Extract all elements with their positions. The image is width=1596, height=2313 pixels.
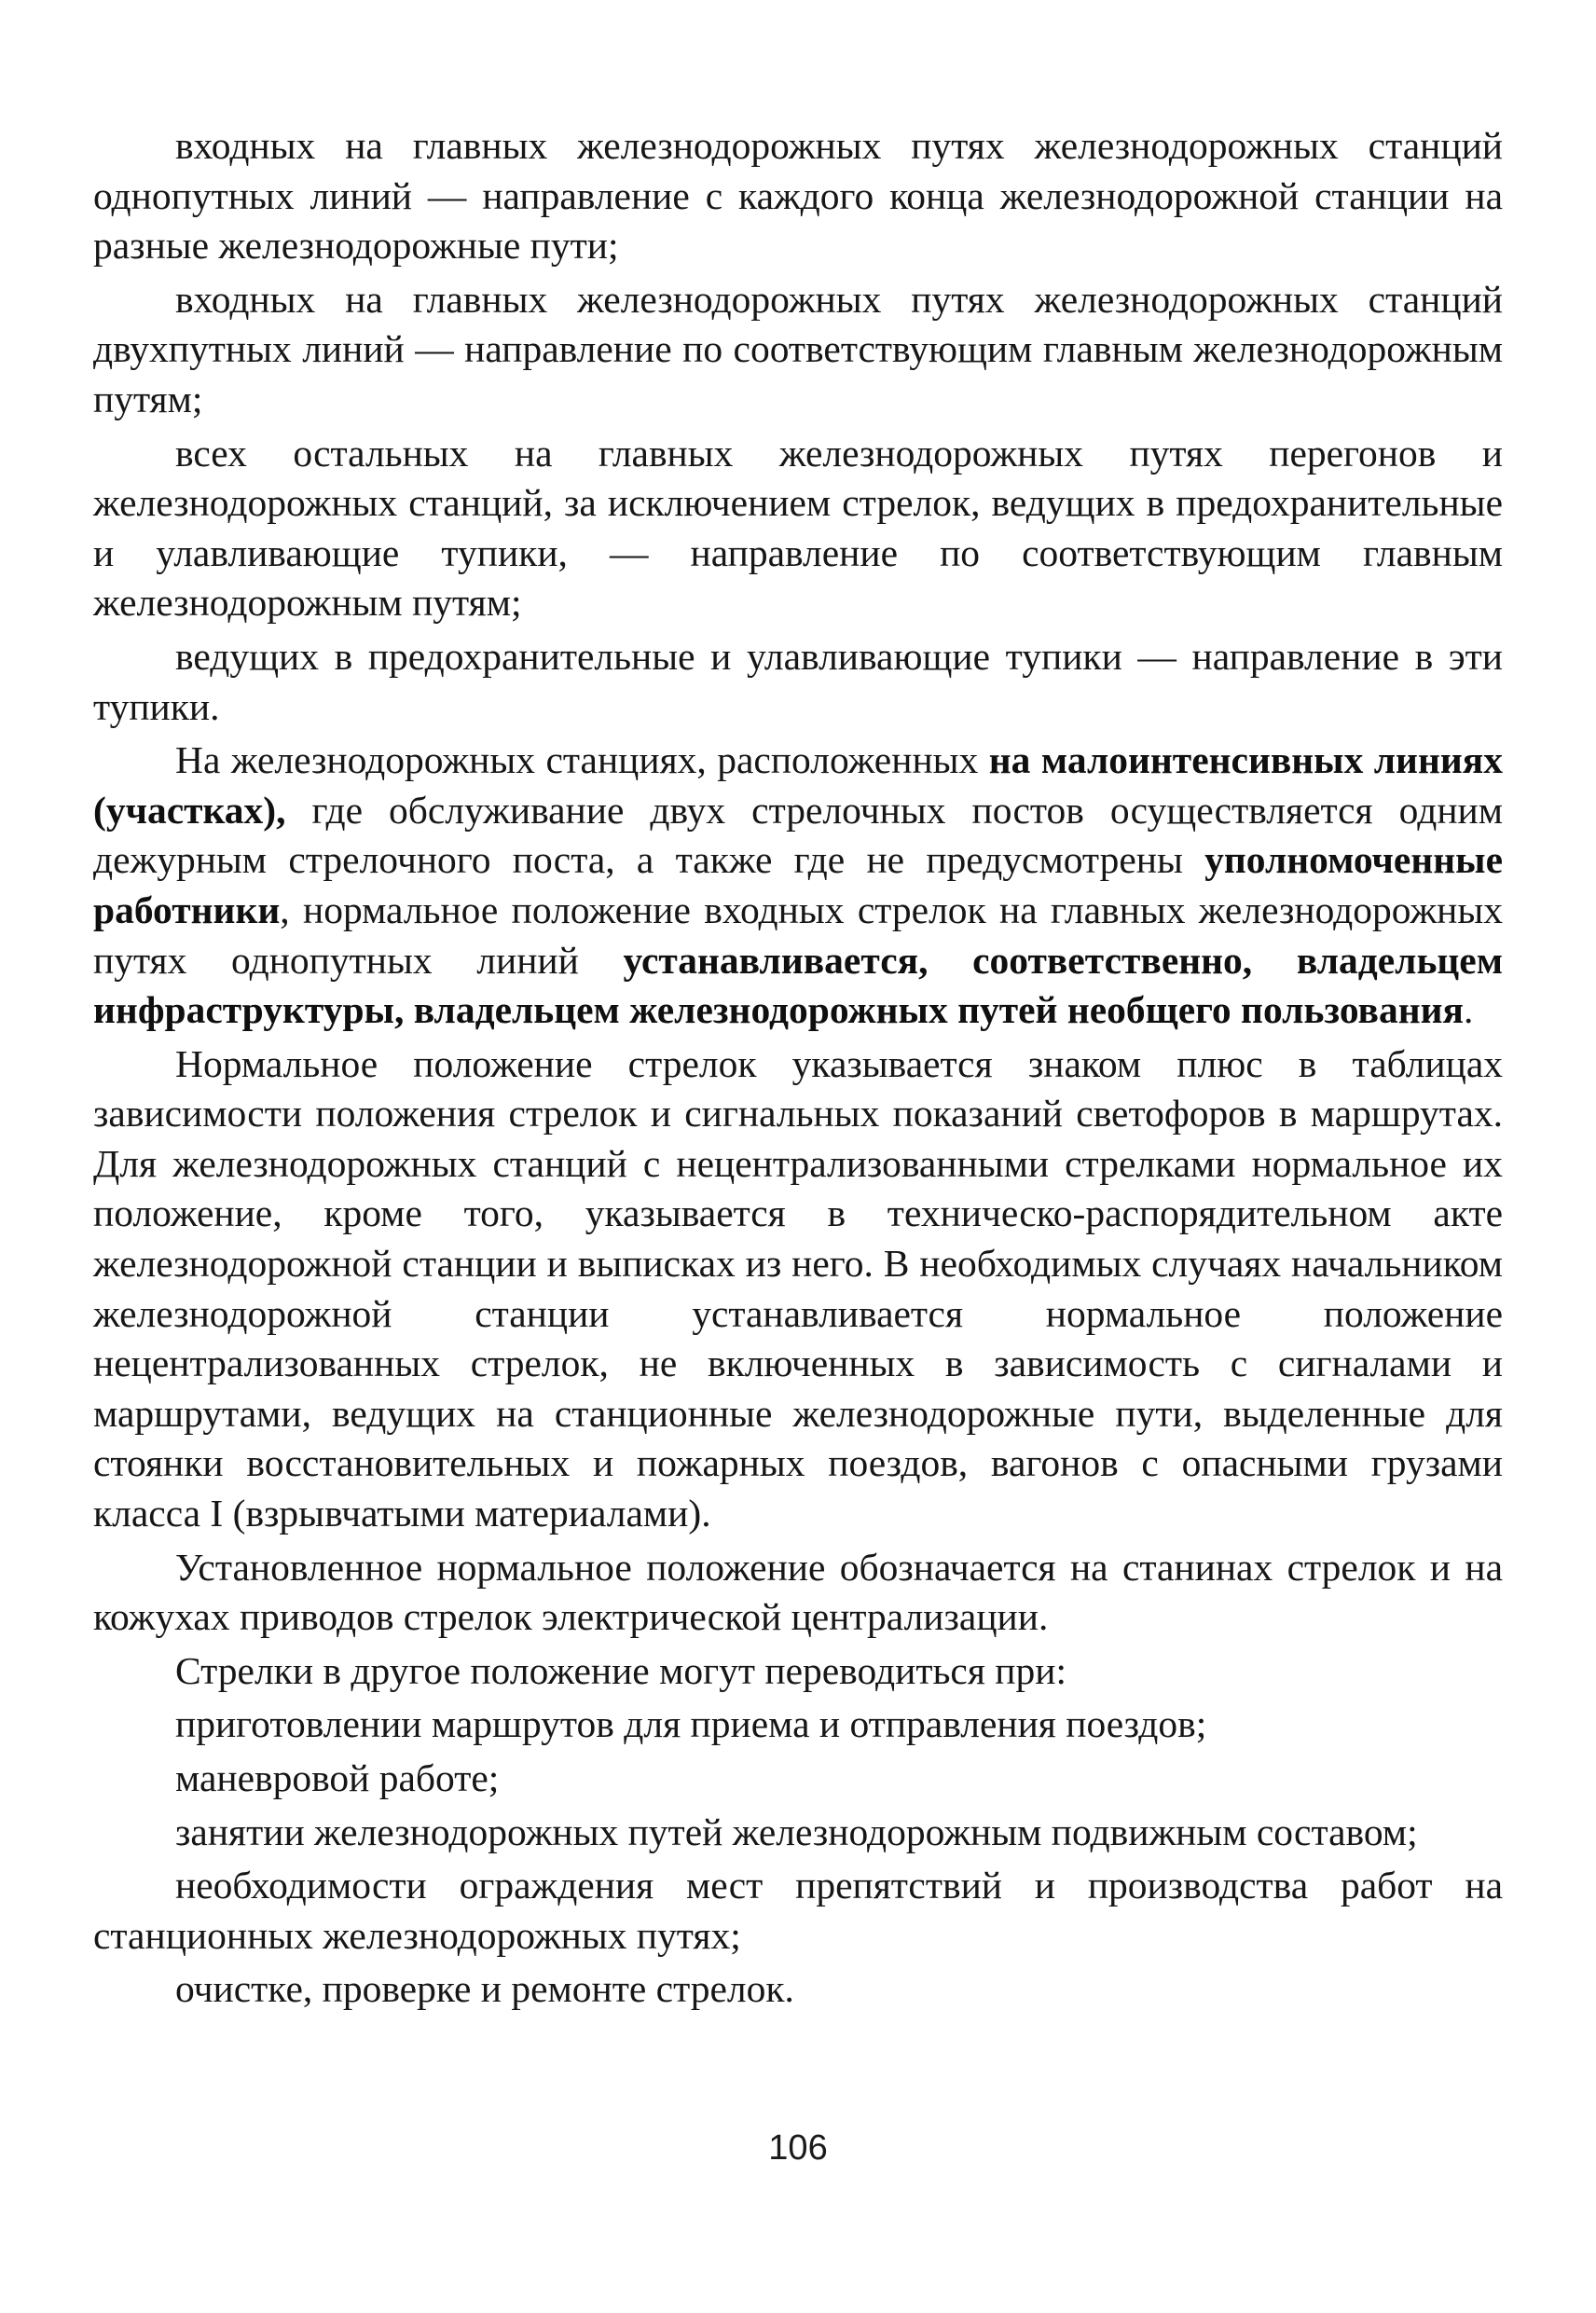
page-body xyxy=(93,121,1503,2018)
list-item-routes: приготовлении маршрутов для приема и отправления поездов; xyxy=(175,1702,1207,1746)
paragraph-normal-position: Нормальное положение стрелок указывается знаком плюс в таблицах зависимости положения стрелок и сигнальных показаний светофоров в маршрутах. Для железнодорожных станций с нецентрализованными стрелками нормальное их положение, кроме того, указывается в техническо-распорядительном акте железнодорожной станции и выписках из него. В необходимых случаях начальником железнодорожной станции устанавливается нормальное положение нецентрализованных стрелок, не включенных в зависимость с сигналами и маршрутами, ведущих на станционные железнодорожные пути, выделенные для стоянки восстановительных и пожарных поездов, вагонов с опасными грузами класса I (взрывчатыми материалами). xyxy=(93,1041,1503,1535)
page-number: 106 xyxy=(768,2128,828,2168)
text-run: . xyxy=(1464,988,1474,1032)
paragraph-entry-signals-single-track: входных на главных железнодорожных путях железнодорожных станций однопутных линий — направление с каждого конца железнодорожной станции на разные железнодорожные пути; xyxy=(93,124,1503,268)
text-run: , нормальное положение входных стрелок на главных железнодорожных путях однопутных линий xyxy=(93,888,1503,982)
bold-run: устанавливается, соответственно, владельцем инфраструктуры, владельцем железнодорожных путей необщего пользования xyxy=(93,938,1503,1032)
list-item-obstacle-protection: необходимости ограждения мест препятствий и производства работ на станционных железнодорожных путях; xyxy=(93,1864,1503,1957)
text-run: где обслуживание двух стрелочных постов осуществляется одним дежурным стрелочного поста, а также где не предусмотрены xyxy=(93,788,1503,882)
paragraph-entry-signals-double-track: входных на главных железнодорожных путях железнодорожных станций двухпутных линий — направление по соответствующим главным железнодорожным путям; xyxy=(93,277,1503,420)
bold-run: уполномоченные работники xyxy=(93,838,1503,931)
list-item-maintenance: очистке, проверке и ремонте стрелок. xyxy=(175,1967,794,2011)
paragraph-switch-list-intro: Стрелки в другое положение могут переводиться при: xyxy=(175,1648,1066,1692)
paragraph-other-switches: всех остальных на главных железнодорожных путях перегонов и железнодорожных станций, за исключением стрелок, ведущих в предохранительные и улавливающие тупики, — направление по соответствующим главным железнодорожным путям; xyxy=(93,431,1503,625)
list-item-track-occupation: занятии железнодорожных путей железнодорожным подвижным составом; xyxy=(175,1810,1418,1853)
paragraph-marking: Установленное нормальное положение обозначается на станинах стрелок и на кожухах приводов стрелок электрической централизации. xyxy=(93,1545,1503,1639)
bold-run: на малоинтенсивных линиях (участках), xyxy=(93,738,1503,832)
text-run: На железнодорожных станциях, расположенных xyxy=(175,738,989,782)
paragraph-low-intensity-lines xyxy=(93,736,1503,1036)
paragraph-safety-dead-ends: ведущих в предохранительные и улавливающие тупики — направление в эти тупики. xyxy=(93,634,1503,728)
list-item-shunting: маневровой работе; xyxy=(175,1756,500,1799)
